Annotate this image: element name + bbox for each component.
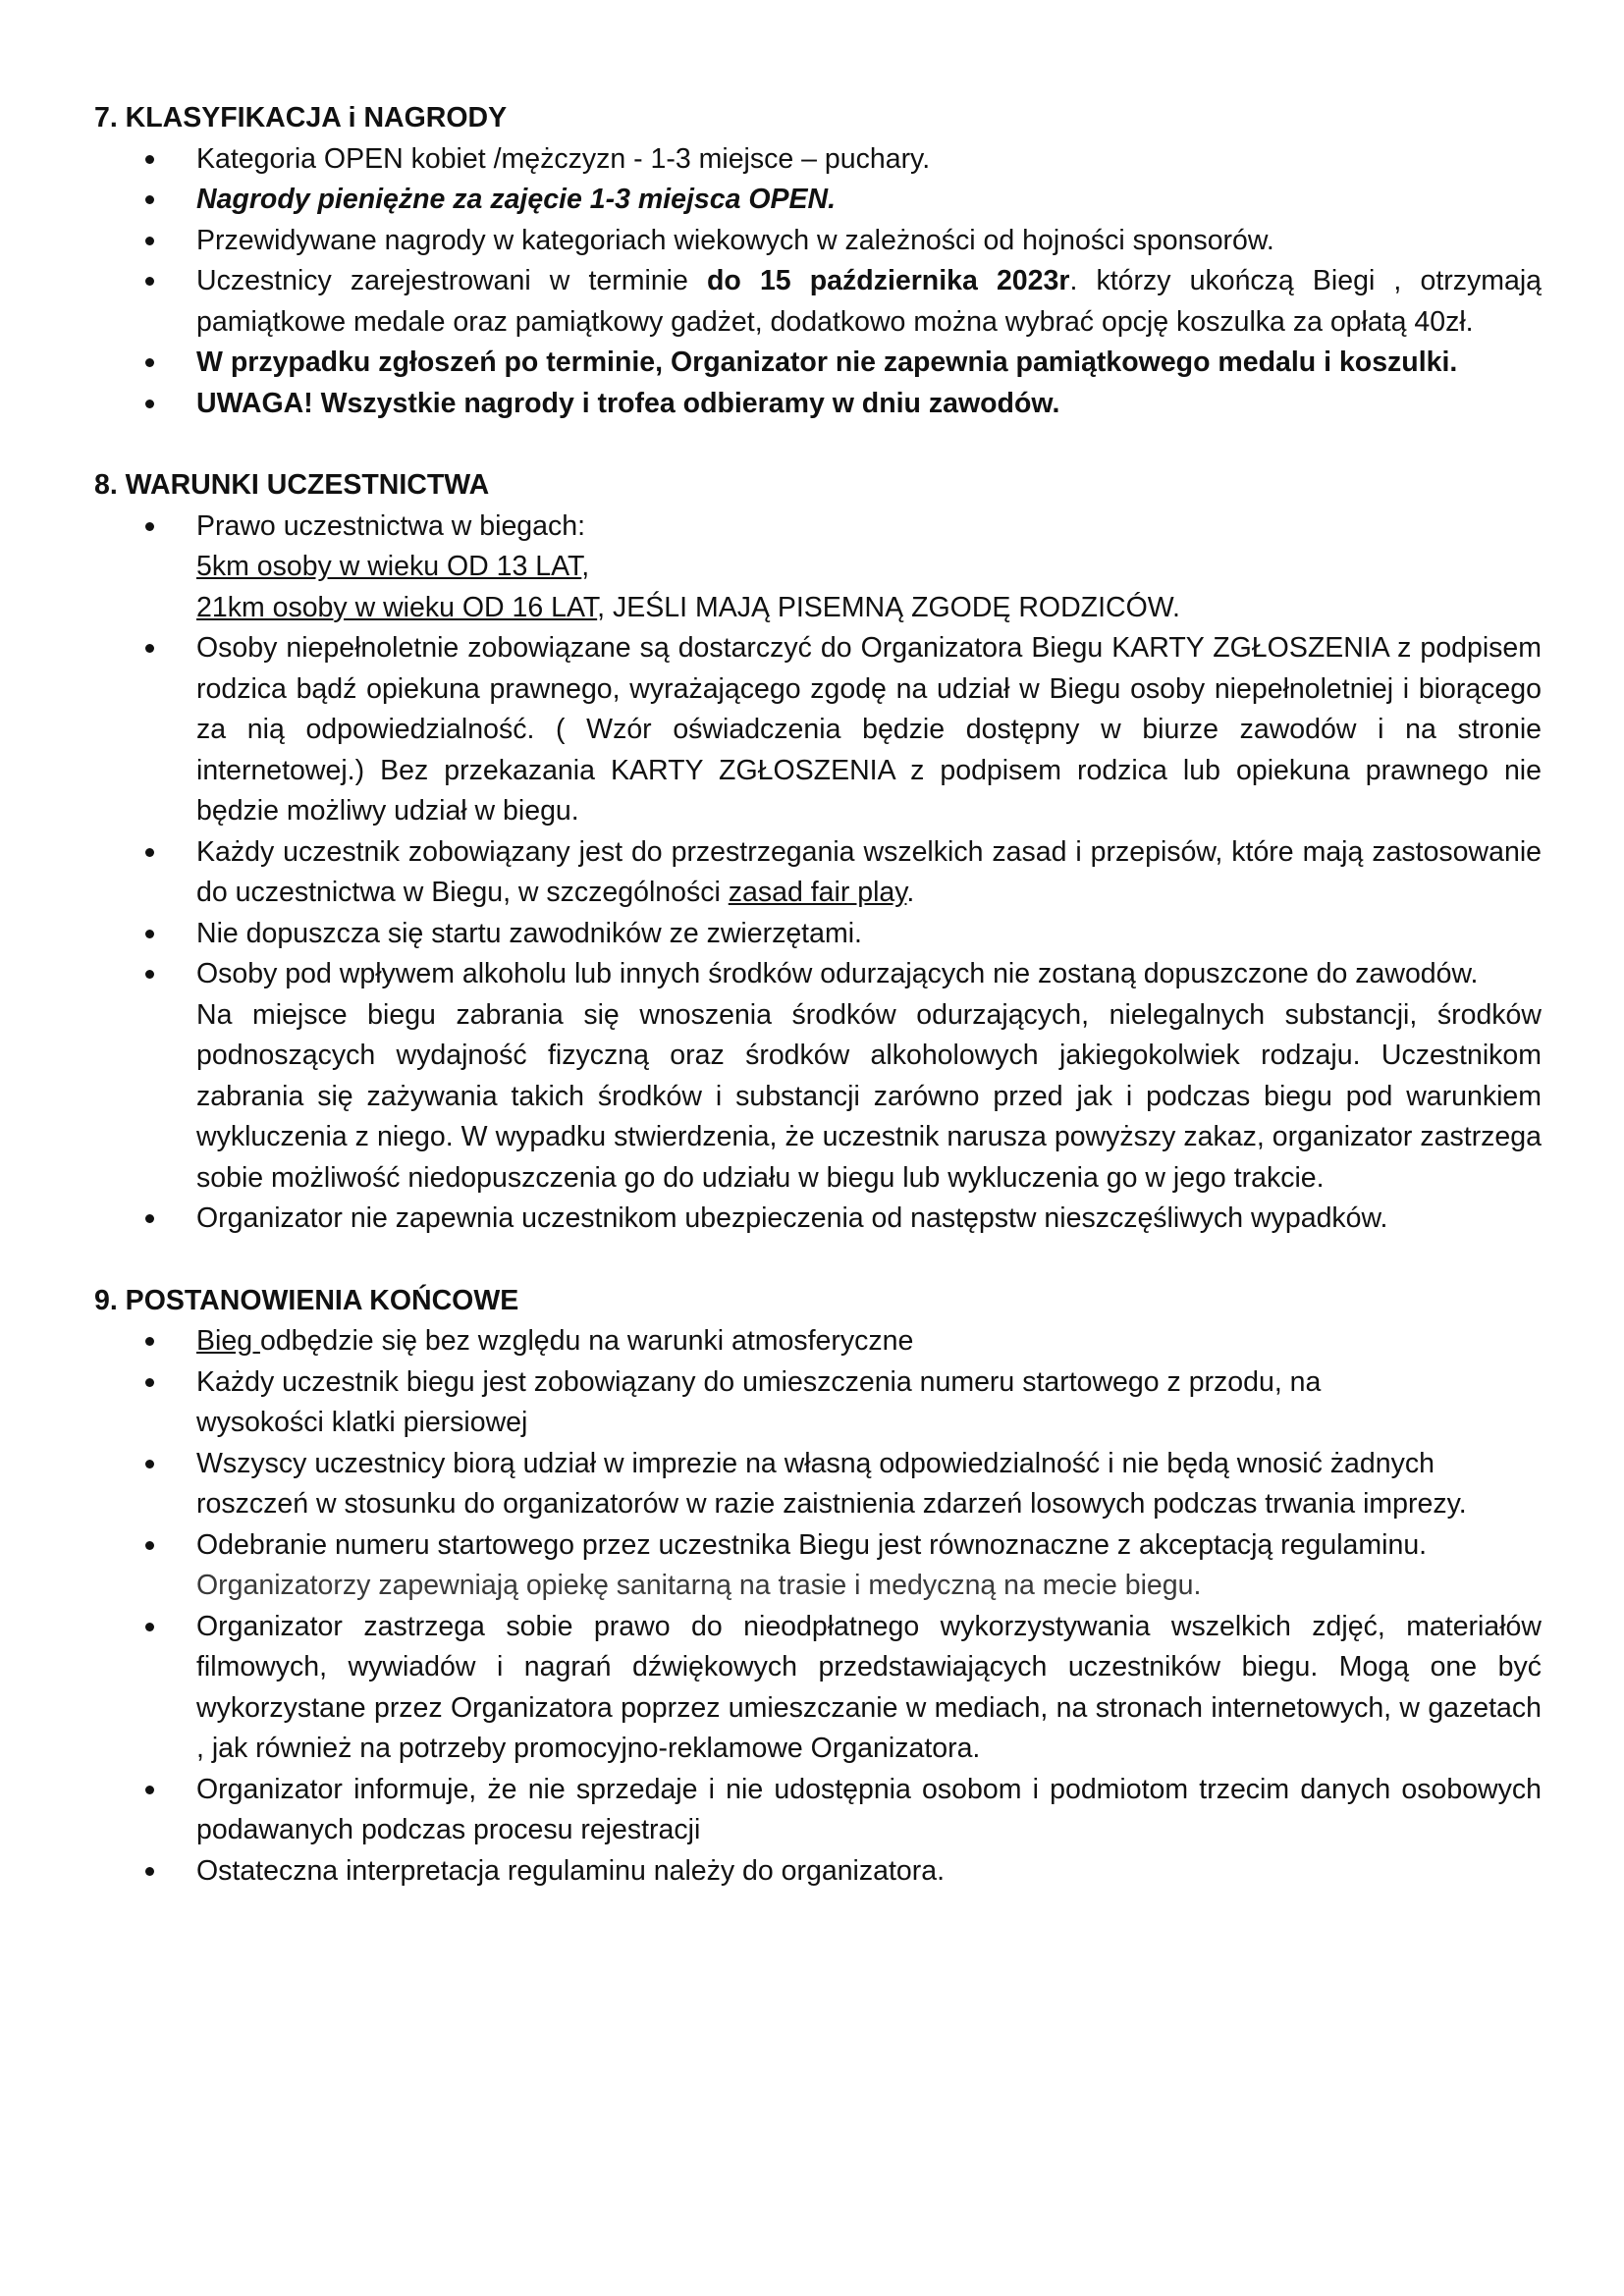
bullet-icon <box>145 358 154 367</box>
section-warunki-uczestnictwa <box>94 465 1547 1240</box>
list-item: Bieg odbędzie się bez względu na warunki atmosferyczne <box>94 1321 1547 1362</box>
list-item: Przewidywane nagrody w kategoriach wiekowych w zależności od hojności sponsorów. <box>94 221 1547 262</box>
bullet-list <box>94 1321 1547 1892</box>
bullet-icon <box>145 1460 154 1468</box>
bullet-icon <box>145 848 154 857</box>
list-item: Nagrody pieniężne za zajęcie 1-3 miejsca OPEN. <box>94 180 1547 221</box>
bullet-icon <box>145 1214 154 1223</box>
bullet-icon <box>145 644 154 653</box>
section-postanowienia-koncowe <box>94 1281 1547 1893</box>
list-item: Wszyscy uczestnicy biorą udział w imprezie na własną odpowiedzialność i nie będą wnosić żadnych roszczeń w stosunku do organizatorów w razie zaistnienia zdarzeń losowych podczas trwania imprezy. <box>94 1444 1547 1525</box>
list-item: Organizator zastrzega sobie prawo do nieodpłatnego wykorzystywania wszelkich zdjęć, materiałów filmowych, wywiadów i nagrań dźwiękowych przedstawiających uczestników biegu. Mogą one być wykorzystane przez Organizatora poprzez umieszczanie w mediach, na stronach internetowych, w gazetach , jak również na potrzeby promocyjno-reklamowe Organizatora. <box>94 1607 1547 1770</box>
list-item: Każdy uczestnik zobowiązany jest do przestrzegania wszelkich zasad i przepisów, które mają zastosowanie do uczestnictwa w Biegu, w szczególności zasad fair play. <box>94 832 1547 914</box>
bullet-icon <box>145 277 154 286</box>
bullet-icon <box>145 195 154 204</box>
bullet-icon <box>145 155 154 164</box>
list-item: Uczestnicy zarejestrowani w terminie do 15 października 2023r. którzy ukończą Biegi , otrzymają pamiątkowe medale oraz pamiątkowy gadżet, dodatkowo można wybrać opcję koszulka za opłatą 40zł. <box>94 261 1547 343</box>
bullet-icon <box>145 970 154 979</box>
bullet-icon <box>145 1541 154 1550</box>
bullet-icon <box>145 1786 154 1794</box>
bullet-icon <box>145 400 154 408</box>
bullet-list <box>94 507 1547 1240</box>
list-item: Każdy uczestnik biegu jest zobowiązany do umieszczenia numeru startowego z przodu, na wysokości klatki piersiowej <box>94 1362 1547 1444</box>
bullet-icon <box>145 1867 154 1876</box>
list-item: Osoby niepełnoletnie zobowiązane są dostarczyć do Organizatora Biegu KARTY ZGŁOSZENIA z podpisem rodzica bądź opiekuna prawnego, wyrażającego zgodę na udział w Biegu osoby niepełnoletniej i biorącego za nią odpowiedzialność. ( Wzór oświadczenia będzie dostępny w biurze zawodów i na stronie internetowej.) Bez przekazania KARTY ZGŁOSZENIA z podpisem rodzica lub opiekuna prawnego nie będzie możliwy udział w biegu. <box>94 628 1547 832</box>
section-heading: 8. WARUNKI UCZESTNICTWA <box>94 469 490 501</box>
section-klasyfikacja <box>94 98 1547 424</box>
list-item: Nie dopuszcza się startu zawodników ze zwierzętami. <box>94 914 1547 955</box>
bullet-icon <box>145 1378 154 1387</box>
bullet-icon <box>145 1623 154 1631</box>
bullet-icon <box>145 930 154 938</box>
list-item: UWAGA! Wszystkie nagrody i trofea odbieramy w dniu zawodów. <box>94 384 1547 425</box>
bullet-icon <box>145 237 154 245</box>
list-item: Odebranie numeru startowego przez uczestnika Biegu jest równoznaczne z akceptacją regulaminu. Organizatorzy zapewniają opiekę sanitarną na trasie i medyczną na mecie biegu. <box>94 1525 1547 1607</box>
bullet-icon <box>145 1337 154 1346</box>
list-item: Organizator nie zapewnia uczestnikom ubezpieczenia od następstw nieszczęśliwych wypadków. <box>94 1199 1547 1240</box>
list-item: Ostateczna interpretacja regulaminu należy do organizatora. <box>94 1851 1547 1893</box>
list-item: Kategoria OPEN kobiet /mężczyzn - 1-3 miejsce – puchary. <box>94 139 1547 181</box>
bullet-list <box>94 139 1547 425</box>
list-item: Prawo uczestnictwa w biegach: 5km osoby w wieku OD 13 LAT, 21km osoby w wieku OD 16 LAT, JEŚLI MAJĄ PISEMNĄ ZGODĘ RODZICÓW. <box>94 507 1547 629</box>
list-item: Organizator informuje, że nie sprzedaje i nie udostępnia osobom i podmiotom trzecim danych osobowych podawanych podczas procesu rejestracji <box>94 1770 1547 1851</box>
document-page <box>94 98 1547 1933</box>
section-heading: 7. KLASYFIKACJA i NAGRODY <box>94 102 508 133</box>
bullet-icon <box>145 522 154 531</box>
list-item: Osoby pod wpływem alkoholu lub innych środków odurzających nie zostaną dopuszczone do zawodów. Na miejsce biegu zabrania się wnoszenia środków odurzających, nielegalnych substancji, środków podnoszących wydajność fizyczną oraz środków alkoholowych jakiegokolwiek rodzaju. Uczestnikom zabrania się zażywania takich środków i substancji zarówno przed jak i podczas biegu pod warunkiem wykluczenia z niego. W wypadku stwierdzenia, że uczestnik narusza powyższy zakaz, organizator zastrzega sobie możliwość niedopuszczenia go do udziału w biegu lub wykluczenia go w jego trakcie. <box>94 954 1547 1199</box>
list-item: W przypadku zgłoszeń po terminie, Organizator nie zapewnia pamiątkowego medalu i koszulki. <box>94 343 1547 384</box>
section-heading: 9. POSTANOWIENIA KOŃCOWE <box>94 1284 519 1316</box>
